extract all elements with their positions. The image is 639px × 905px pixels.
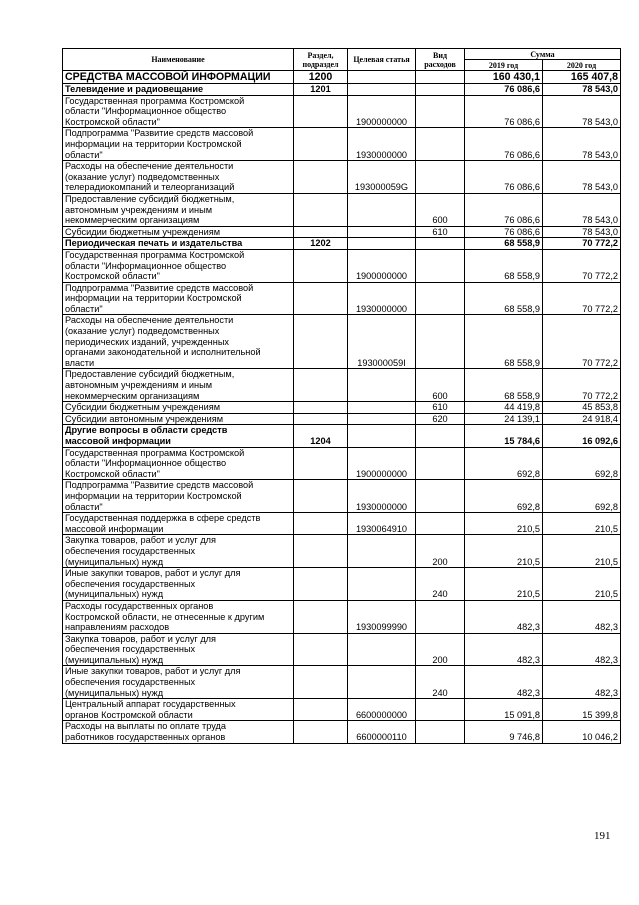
table-row [63, 71, 621, 84]
row-expense-type [416, 71, 465, 84]
row-name: Государственная программа Костромской области "Информационное общество Костромской области" [63, 249, 294, 282]
row-expense-type [416, 128, 465, 161]
row-section: 1200 [294, 71, 348, 84]
budget-table [62, 48, 621, 744]
row-sum-2019: 76 086,6 [465, 128, 543, 161]
row-expense-type [416, 447, 465, 480]
row-sum-2020: 78 543,0 [543, 95, 621, 128]
table-row [63, 249, 621, 282]
table-row [63, 161, 621, 194]
table-row [63, 282, 621, 315]
row-target [348, 193, 416, 226]
row-name: Иные закупки товаров, работ и услуг для обеспечения государственных (муниципальных) нужд [63, 666, 294, 699]
row-sum-2019: 76 086,6 [465, 84, 543, 96]
row-name: Государственная поддержка в сфере средств массовой информации [63, 513, 294, 535]
row-target: 1930000000 [348, 128, 416, 161]
row-sum-2020: 45 853,8 [543, 402, 621, 414]
row-sum-2019: 24 139,1 [465, 413, 543, 425]
row-section [294, 721, 348, 743]
table-row [63, 535, 621, 568]
row-sum-2019: 76 086,6 [465, 193, 543, 226]
header-sum: Сумма [465, 49, 621, 60]
row-target: 193000059G [348, 161, 416, 194]
row-section [294, 447, 348, 480]
table-row [63, 633, 621, 666]
table-row [63, 84, 621, 96]
row-sum-2020: 78 543,0 [543, 193, 621, 226]
row-section: 1204 [294, 425, 348, 447]
row-name: Государственная программа Костромской области "Информационное общество Костромской области" [63, 447, 294, 480]
row-expense-type: 200 [416, 535, 465, 568]
row-name: Предоставление субсидий бюджетным, автономным учреждениям и иным некоммерческим организациям [63, 369, 294, 402]
row-expense-type: 240 [416, 666, 465, 699]
row-section [294, 193, 348, 226]
row-sum-2020: 482,3 [543, 666, 621, 699]
table-header [63, 49, 621, 71]
row-name: Другие вопросы в области средств массовой информации [63, 425, 294, 447]
row-sum-2019: 210,5 [465, 568, 543, 601]
table-row [63, 568, 621, 601]
row-sum-2020: 482,3 [543, 633, 621, 666]
row-name: Расходы на обеспечение деятельности (оказание услуг) подведомственных периодических изданий, учрежденных органами законодательной и исполнительной власти [63, 315, 294, 369]
table-row [63, 447, 621, 480]
row-expense-type [416, 425, 465, 447]
row-sum-2020: 70 772,2 [543, 369, 621, 402]
row-expense-type [416, 721, 465, 743]
row-sum-2019: 692,8 [465, 480, 543, 513]
row-section [294, 513, 348, 535]
row-section [294, 226, 348, 238]
table-row [63, 600, 621, 633]
row-expense-type: 600 [416, 369, 465, 402]
row-sum-2019: 482,3 [465, 600, 543, 633]
row-name: Предоставление субсидий бюджетным, автономным учреждениям и иным некоммерческим организациям [63, 193, 294, 226]
row-expense-type: 620 [416, 413, 465, 425]
row-target: 1900000000 [348, 447, 416, 480]
header-target: Целевая статья [348, 49, 416, 71]
row-target [348, 369, 416, 402]
row-sum-2020: 24 918,4 [543, 413, 621, 425]
row-expense-type [416, 249, 465, 282]
row-sum-2019: 692,8 [465, 447, 543, 480]
row-sum-2019: 68 558,9 [465, 369, 543, 402]
table-row [63, 666, 621, 699]
row-sum-2020: 692,8 [543, 447, 621, 480]
table-row [63, 369, 621, 402]
document-page [62, 48, 620, 744]
row-sum-2020: 165 407,8 [543, 71, 621, 84]
row-target [348, 238, 416, 250]
page-number: 191 [594, 830, 611, 842]
row-name: Расходы на выплаты по оплате труда работников государственных органов [63, 721, 294, 743]
row-expense-type [416, 95, 465, 128]
row-target [348, 568, 416, 601]
row-section [294, 315, 348, 369]
row-sum-2020: 16 092,6 [543, 425, 621, 447]
row-expense-type [416, 161, 465, 194]
header-year-2020: 2020 год [543, 60, 621, 71]
row-expense-type [416, 699, 465, 721]
row-sum-2020: 10 046,2 [543, 721, 621, 743]
row-name: Периодическая печать и издательства [63, 238, 294, 250]
row-expense-type [416, 315, 465, 369]
row-expense-type [416, 84, 465, 96]
row-target [348, 413, 416, 425]
row-sum-2020: 15 399,8 [543, 699, 621, 721]
row-section: 1202 [294, 238, 348, 250]
header-year-2019: 2019 год [465, 60, 543, 71]
row-name: Телевидение и радиовещание [63, 84, 294, 96]
row-expense-type [416, 282, 465, 315]
row-target [348, 84, 416, 96]
row-expense-type: 240 [416, 568, 465, 601]
row-sum-2019: 210,5 [465, 535, 543, 568]
row-name: Субсидии бюджетным учреждениям [63, 402, 294, 414]
row-sum-2019: 68 558,9 [465, 238, 543, 250]
row-sum-2019: 68 558,9 [465, 249, 543, 282]
row-name: Иные закупки товаров, работ и услуг для обеспечения государственных (муниципальных) нужд [63, 568, 294, 601]
row-target: 1930099990 [348, 600, 416, 633]
row-target: 1900000000 [348, 249, 416, 282]
row-sum-2020: 70 772,2 [543, 249, 621, 282]
row-expense-type [416, 600, 465, 633]
row-section: 1201 [294, 84, 348, 96]
row-section [294, 633, 348, 666]
header-name: Наименование [63, 49, 294, 71]
row-section [294, 369, 348, 402]
row-sum-2019: 68 558,9 [465, 282, 543, 315]
row-target [348, 226, 416, 238]
row-target [348, 402, 416, 414]
row-expense-type [416, 480, 465, 513]
table-row [63, 413, 621, 425]
row-sum-2020: 78 543,0 [543, 226, 621, 238]
row-sum-2019: 482,3 [465, 666, 543, 699]
row-name: Расходы на обеспечение деятельности (оказание услуг) подведомственных телерадиокомпаний и телеорганизаций [63, 161, 294, 194]
table-row [63, 721, 621, 743]
row-section [294, 699, 348, 721]
row-section [294, 535, 348, 568]
row-section [294, 161, 348, 194]
row-target [348, 666, 416, 699]
row-sum-2019: 15 784,6 [465, 425, 543, 447]
row-section [294, 402, 348, 414]
row-sum-2019: 482,3 [465, 633, 543, 666]
row-name: СРЕДСТВА МАССОВОЙ ИНФОРМАЦИИ [63, 71, 294, 84]
row-sum-2019: 9 746,8 [465, 721, 543, 743]
row-expense-type [416, 513, 465, 535]
row-target: 1930000000 [348, 282, 416, 315]
row-expense-type: 610 [416, 402, 465, 414]
row-sum-2020: 70 772,2 [543, 238, 621, 250]
row-section [294, 413, 348, 425]
row-expense-type: 600 [416, 193, 465, 226]
row-sum-2020: 210,5 [543, 513, 621, 535]
row-section [294, 600, 348, 633]
row-section [294, 666, 348, 699]
header-section: Раздел, подраздел [294, 49, 348, 71]
table-row [63, 699, 621, 721]
row-name: Расходы государственных органов Костромской области, не отнесенные к другим направлениям расходов [63, 600, 294, 633]
row-sum-2019: 68 558,9 [465, 315, 543, 369]
row-section [294, 128, 348, 161]
row-name: Подпрограмма "Развитие средств массовой информации на территории Костромской области" [63, 480, 294, 513]
row-target [348, 535, 416, 568]
row-target: 1930064910 [348, 513, 416, 535]
row-target: 6600000000 [348, 699, 416, 721]
row-sum-2020: 692,8 [543, 480, 621, 513]
row-sum-2020: 78 543,0 [543, 84, 621, 96]
row-target [348, 425, 416, 447]
row-sum-2019: 76 086,6 [465, 95, 543, 128]
row-name: Центральный аппарат государственных органов Костромской области [63, 699, 294, 721]
row-sum-2019: 44 419,8 [465, 402, 543, 414]
row-name: Субсидии автономным учреждениям [63, 413, 294, 425]
row-section [294, 480, 348, 513]
table-row [63, 226, 621, 238]
row-expense-type [416, 238, 465, 250]
table-row [63, 425, 621, 447]
row-sum-2020: 210,5 [543, 568, 621, 601]
row-sum-2019: 76 086,6 [465, 161, 543, 194]
row-expense-type: 200 [416, 633, 465, 666]
row-target: 1900000000 [348, 95, 416, 128]
table-body [63, 71, 621, 744]
row-name: Подпрограмма "Развитие средств массовой информации на территории Костромской области" [63, 128, 294, 161]
row-name: Субсидии бюджетным учреждениям [63, 226, 294, 238]
table-row [63, 238, 621, 250]
row-sum-2020: 70 772,2 [543, 282, 621, 315]
row-target: 193000059I [348, 315, 416, 369]
table-row [63, 95, 621, 128]
row-name: Государственная программа Костромской области "Информационное общество Костромской области" [63, 95, 294, 128]
row-sum-2020: 78 543,0 [543, 128, 621, 161]
row-sum-2019: 210,5 [465, 513, 543, 535]
table-row [63, 513, 621, 535]
row-sum-2020: 70 772,2 [543, 315, 621, 369]
row-name: Закупка товаров, работ и услуг для обеспечения государственных (муниципальных) нужд [63, 633, 294, 666]
table-row [63, 128, 621, 161]
row-sum-2019: 160 430,1 [465, 71, 543, 84]
row-name: Подпрограмма "Развитие средств массовой информации на территории Костромской области" [63, 282, 294, 315]
row-section [294, 568, 348, 601]
table-row [63, 480, 621, 513]
row-sum-2020: 482,3 [543, 600, 621, 633]
row-expense-type: 610 [416, 226, 465, 238]
row-sum-2020: 210,5 [543, 535, 621, 568]
row-target: 1930000000 [348, 480, 416, 513]
row-target [348, 71, 416, 84]
row-target [348, 633, 416, 666]
header-expense-type: Вид расходов [416, 49, 465, 71]
row-target: 6600000110 [348, 721, 416, 743]
row-name: Закупка товаров, работ и услуг для обеспечения государственных (муниципальных) нужд [63, 535, 294, 568]
row-section [294, 282, 348, 315]
row-sum-2019: 15 091,8 [465, 699, 543, 721]
table-row [63, 402, 621, 414]
table-row [63, 193, 621, 226]
row-section [294, 249, 348, 282]
row-sum-2019: 76 086,6 [465, 226, 543, 238]
table-row [63, 315, 621, 369]
row-sum-2020: 78 543,0 [543, 161, 621, 194]
row-section [294, 95, 348, 128]
